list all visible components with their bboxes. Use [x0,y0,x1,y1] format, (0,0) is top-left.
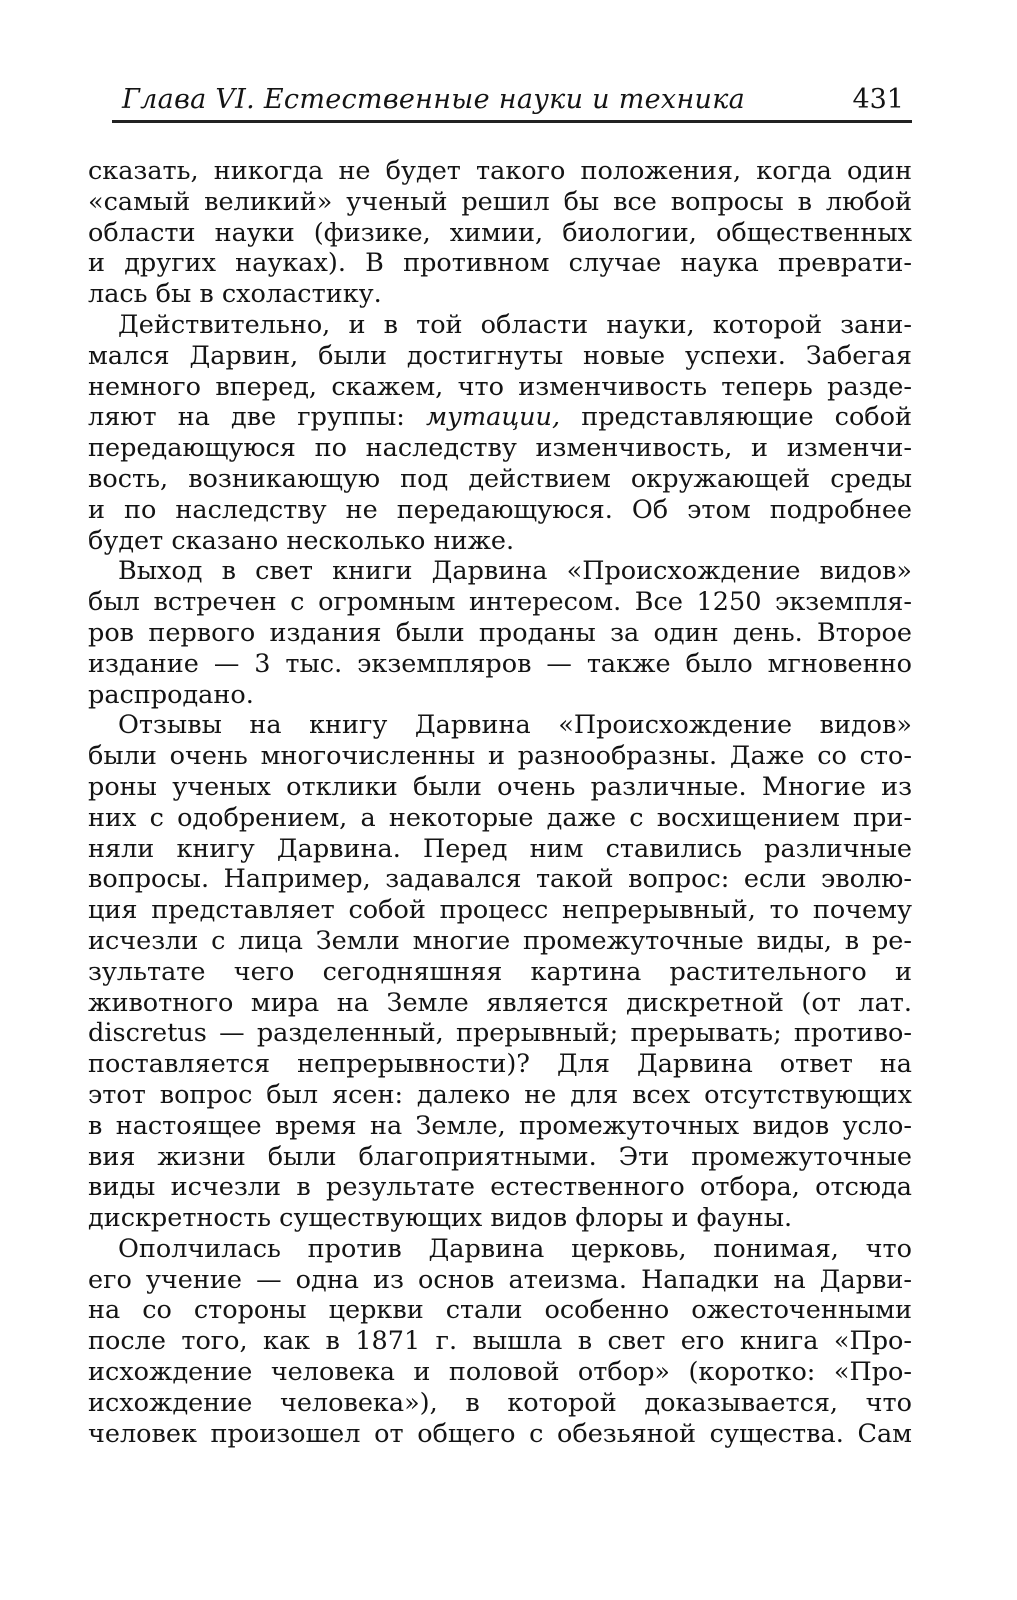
text-line: них с одобрением, а некоторые даже с восхищением при- [88,802,912,833]
text-line: исхождение человека и половой отбор» (коротко: «Про- [88,1357,912,1388]
text-line: зультате чего сегодняшняя картина растительного и [88,956,912,987]
text-line: сказать, никогда не будет такого положения, когда один [88,156,912,186]
text-line: ров первого издания были проданы за один день. Второе [88,617,912,648]
text-line: ция представляет собой процесс непрерывный, то почему [88,895,912,926]
text-line: передающуюся по наследству изменчивость, и изменчи- [88,433,912,464]
text-line: и по наследству не передающуюся. Об этом подробнее [88,494,912,525]
text-line: будет сказано несколько ниже. [88,525,515,556]
text-line: на со стороны церкви стали особенно ожесточенными [88,1295,912,1326]
text-line-segment: ляют на две группы: [88,402,427,433]
text-line: «самый великий» ученый решил бы все вопросы в любой [88,186,912,217]
text-line: поставляется непрерывности)? Для Дарвина ответ на [88,1049,912,1080]
text-line: Отзывы на книгу Дарвина «Происхождение видов» [118,710,912,741]
text-line: вопросы. Например, задавался такой вопрос: если эволю- [88,864,912,895]
text-line: Ополчилась против Дарвина церковь, понимая, что [118,1233,912,1264]
text-line: области науки (физике, химии, биологии, общественных [88,217,912,248]
body-text [88,156,912,1449]
running-header [112,70,912,123]
text-line: исхождение человека»), в которой доказывается, что [88,1387,912,1418]
italic-term: мутации, [426,402,561,433]
text-line: этот вопрос был ясен: далеко не для всех отсутствующих [88,1079,912,1110]
chapter-title: Глава VI. Естественные науки и техника [122,84,746,115]
text-line: роны ученых отклики были очень различные. Многие из [88,771,912,802]
text-line: животного мира на Земле является дискретной (от лат. [88,987,912,1018]
text-line: и других науках). В противном случае наука преврати- [88,248,912,279]
text-line: вость, возникающую под действием окружающей среды [88,463,912,494]
text-line: вия жизни были благоприятными. Эти промежуточные [88,1141,912,1172]
text-line: дискретность существующих видов флоры и фауны. [88,1203,793,1234]
page-number: 431 [852,84,904,115]
text-line: были очень многочисленны и разнообразны. Даже со сто- [88,741,912,772]
text-line: человек произошел от общего с обезьяной существа. Сам [88,1418,912,1449]
text-line: немного вперед, скажем, что изменчивость теперь разде- [88,371,912,402]
text-line: издание — 3 тыс. экземпляров — также было мгновенно [88,648,912,679]
text-line: его учение — одна из основ атеизма. Нападки на Дарви- [88,1264,912,1295]
text-line: няли книгу Дарвина. Перед ним ставились различные [88,833,912,864]
text-line: discretus — разделенный, прерывный; прерывать; противо- [88,1018,912,1049]
text-line: в настоящее время на Земле, промежуточных видов усло- [88,1110,912,1141]
text-line: распродано. [88,679,254,710]
text-line: лась бы в схоластику. [88,279,382,310]
text-line-segment: представляющие собой [560,402,912,433]
text-line: Действительно, и в той области науки, которой зани- [118,309,912,340]
text-line: был встречен с огромным интересом. Все 1250 экземпля- [88,587,912,618]
text-line: исчезли с лица Земли многие промежуточные виды, в ре- [88,925,912,956]
text-line: мался Дарвин, были достигнуты новые успехи. Забегая [88,340,912,371]
text-line [88,402,912,433]
text-line: виды исчезли в результате естественного отбора, отсюда [88,1172,912,1203]
text-line: после того, как в 1871 г. вышла в свет его книга «Про- [88,1326,912,1357]
text-line: Выход в свет книги Дарвина «Происхождение видов» [118,556,912,587]
